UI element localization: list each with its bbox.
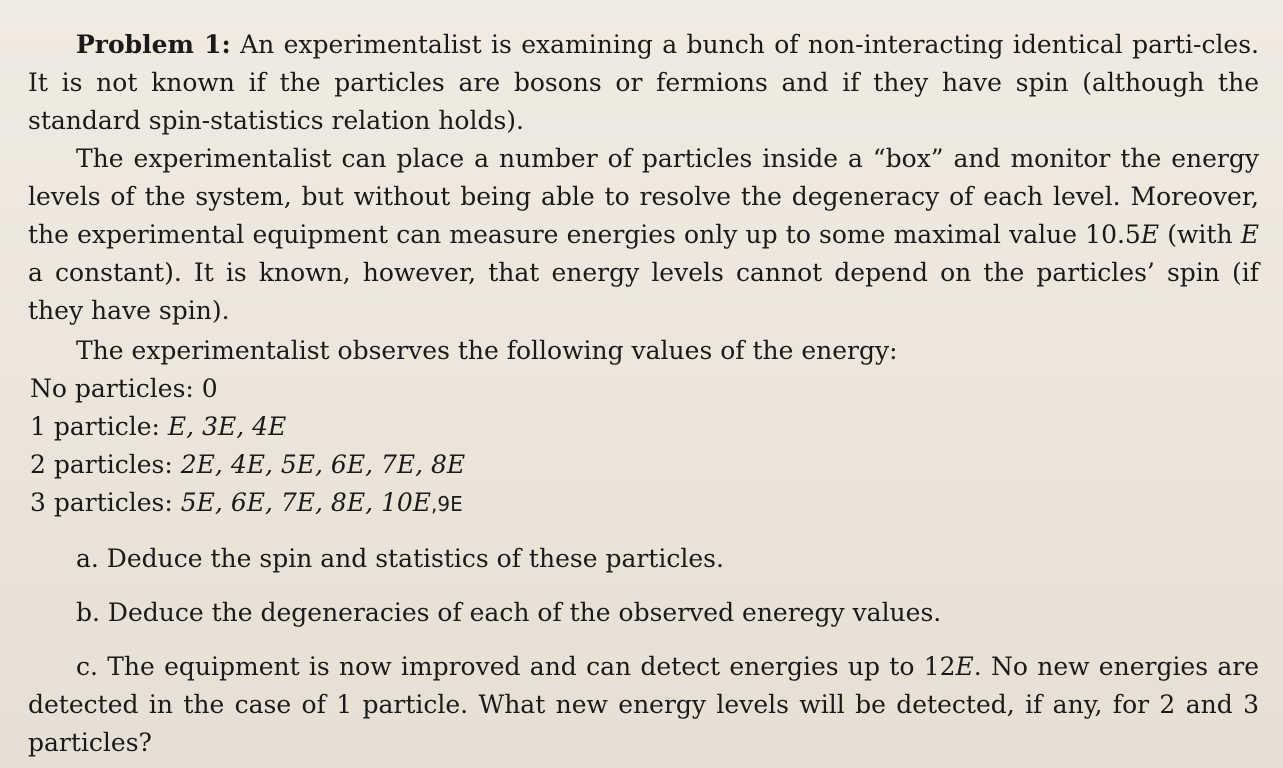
observation-values: 5E, 6E, 7E, 8E, 10E	[180, 488, 432, 517]
observation-intro	[28, 332, 1259, 370]
problem-intro	[28, 26, 1259, 140]
observation-row-3	[30, 484, 463, 523]
observation-label: 3 particles:	[30, 488, 173, 517]
observation-row-1	[30, 408, 286, 446]
handwritten-annotation: ,9E	[431, 492, 463, 516]
problem-setup	[28, 140, 1259, 330]
observation-intro-text: The experimentalist observes the following values of the energy:	[76, 336, 898, 365]
question-c	[28, 648, 1259, 762]
question-a-text: a. Deduce the spin and statistics of these particles.	[76, 544, 724, 573]
question-b	[76, 594, 941, 632]
question-c-text-2: . No new energies are detected in the case of 1 particle. What new energy levels will be detected, if any, for 2 and 3 particles?	[28, 652, 1259, 757]
observation-values: E, 3E, 4E	[167, 412, 287, 441]
energy-symbol: E	[1240, 220, 1259, 249]
question-a	[76, 540, 724, 578]
setup-text-2: (with	[1159, 220, 1241, 249]
observation-values: 2E, 4E, 5E, 6E, 7E, 8E	[180, 450, 466, 479]
setup-text-1: The experimentalist can place a number of particles inside a “box” and monitor the energy levels of the system, but without being able to resolve the degeneracy of each level. Moreover, the experimental equipment can measure energies only up to some maximal value 10.5	[28, 144, 1259, 249]
problem-heading: Problem 1:	[76, 30, 231, 59]
problem-intro-text: An experimentalist is examining a bunch of non-interacting identical parti-cles. It is not known if the particles are bosons or fermions and if they have spin (although the standard spin-statistics relation holds).	[28, 30, 1260, 135]
observation-label: 1 particle:	[30, 412, 160, 441]
observation-label: No particles:	[30, 374, 194, 403]
energy-symbol: E	[955, 652, 974, 681]
setup-text-3: a constant). It is known, however, that energy levels cannot depend on the particles’ spin (if they have spin).	[28, 258, 1259, 325]
observation-values: 0	[201, 374, 218, 403]
question-c-text-1: c. The equipment is now improved and can detect energies up to 12	[76, 652, 956, 681]
observation-row-2	[30, 446, 465, 484]
observation-label: 2 particles:	[30, 450, 173, 479]
energy-symbol: E	[1140, 220, 1160, 249]
question-b-text: b. Deduce the degeneracies of each of the observed eneregy values.	[76, 598, 942, 627]
observation-row-0	[30, 370, 218, 408]
